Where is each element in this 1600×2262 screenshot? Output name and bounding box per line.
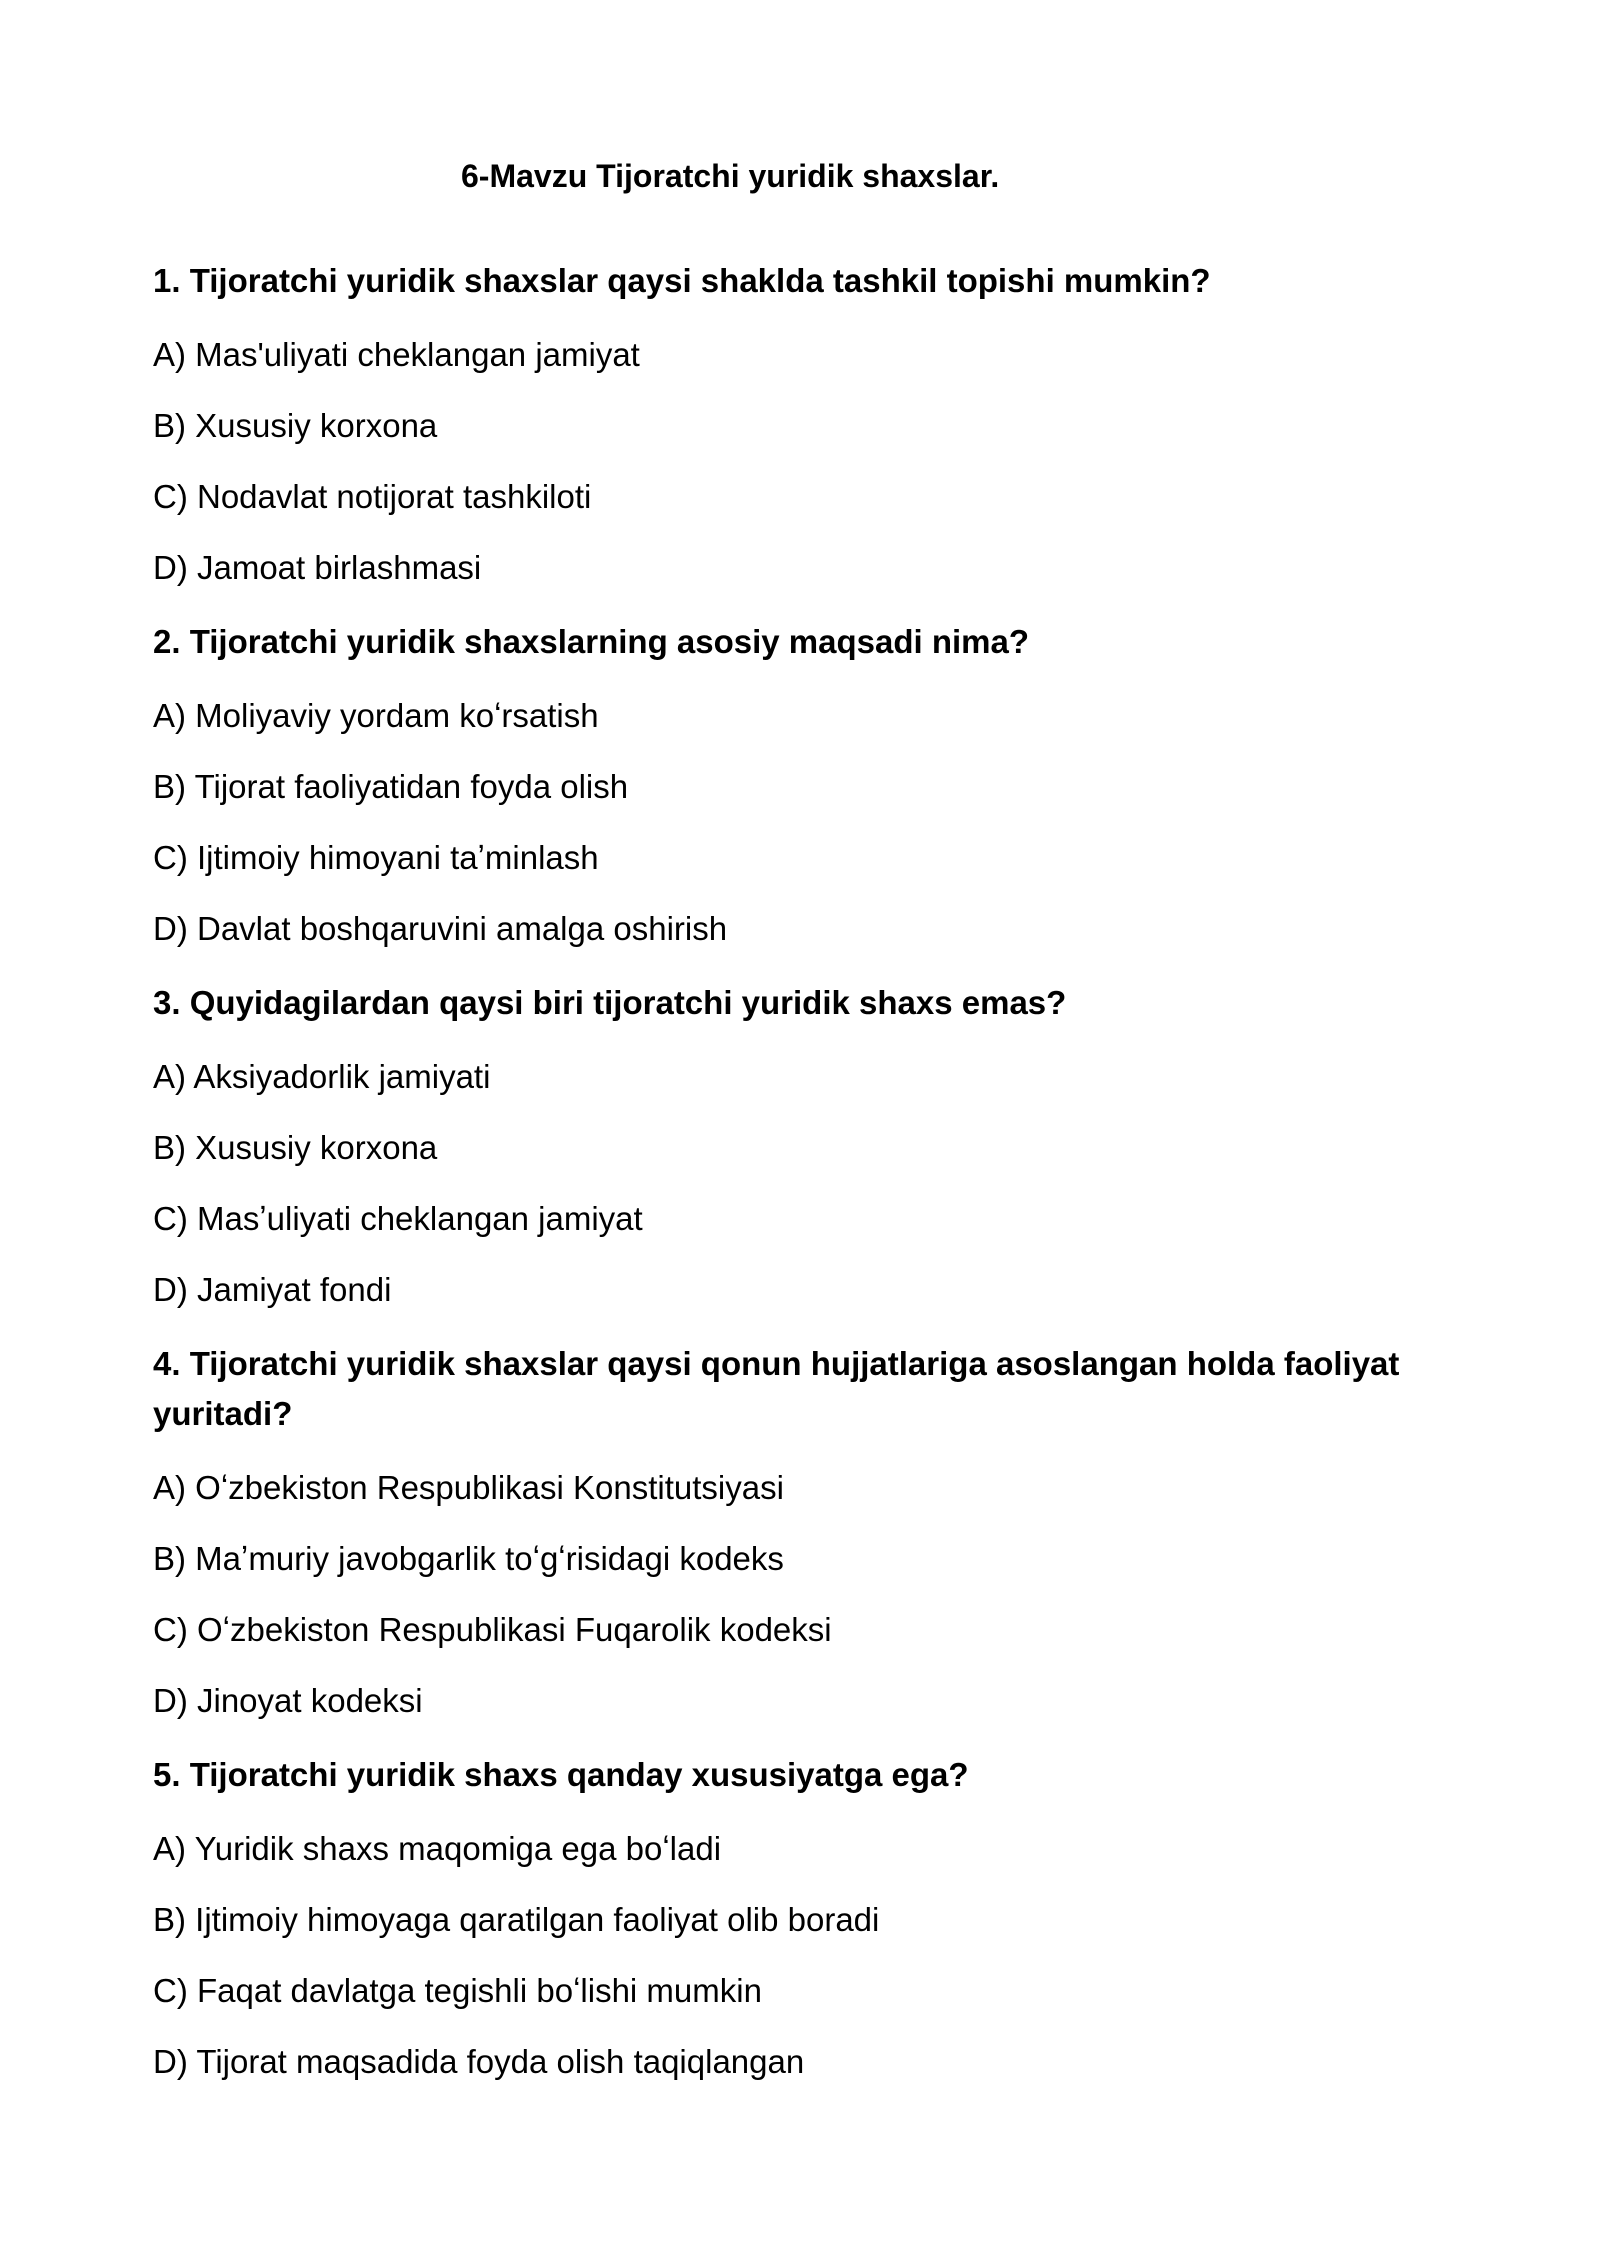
answer-options <box>153 1827 1400 2084</box>
answer-option-b: B) Ijtimoiy himoyaga qaratilgan faoliyat olib boradi <box>153 1901 880 1938</box>
answer-option-a: A) Mas'uliyati cheklangan jamiyat <box>153 336 640 373</box>
answer-option-b: B) Xususiy korxona <box>153 407 438 444</box>
answer-option-a: A) Aksiyadorlik jamiyati <box>153 1058 491 1095</box>
question-3 <box>153 978 1400 1312</box>
answer-options <box>153 1466 1400 1723</box>
question-5 <box>153 1750 1400 2084</box>
answer-option-c: C) Faqat davlatga tegishli boʻlishi mumkin <box>153 1972 762 2009</box>
answer-option-d: D) Jinoyat kodeksi <box>153 1682 423 1719</box>
answer-option-d: D) Jamoat birlashmasi <box>153 549 482 586</box>
answer-options <box>153 694 1400 951</box>
question-text: 5. Tijoratchi yuridik shaxs qanday xususiyatga ega? <box>153 1756 969 1793</box>
answer-option-c: C) Nodavlat notijorat tashkiloti <box>153 478 592 515</box>
question-4 <box>153 1339 1400 1723</box>
question-2 <box>153 617 1400 951</box>
answer-option-b: B) Maʼmuriy javobgarlik toʻgʻrisidagi kodeks <box>153 1540 784 1577</box>
answer-options <box>153 1055 1400 1312</box>
answer-option-d: D) Tijorat maqsadida foyda olish taqiqlangan <box>153 2043 805 2080</box>
answer-option-c: C) Oʻzbekiston Respublikasi Fuqarolik kodeksi <box>153 1611 832 1648</box>
answer-option-a: A) Yuridik shaxs maqomiga ega boʻladi <box>153 1830 722 1867</box>
document-title: 6-Mavzu Tijoratchi yuridik shaxslar. <box>461 158 1000 194</box>
answer-option-b: B) Xususiy korxona <box>153 1129 438 1166</box>
answer-option-b: B) Tijorat faoliyatidan foyda olish <box>153 768 629 805</box>
answer-option-a: A) Oʻzbekiston Respublikasi Konstitutsiyasi <box>153 1469 784 1506</box>
answer-option-a: A) Moliyaviy yordam koʻrsatish <box>153 697 599 734</box>
question-1 <box>153 256 1400 590</box>
question-text: 3. Quyidagilardan qaysi biri tijoratchi yuridik shaxs emas? <box>153 984 1067 1021</box>
answer-option-d: D) Davlat boshqaruvini amalga oshirish <box>153 910 728 947</box>
question-text: 4. Tijoratchi yuridik shaxslar qaysi qonun hujjatlariga asoslangan holda faoliyat yuritadi? <box>153 1345 1400 1432</box>
question-text: 2. Tijoratchi yuridik shaxslarning asosiy maqsadi nima? <box>153 623 1030 660</box>
answer-option-c: C) Masʼuliyati cheklangan jamiyat <box>153 1200 643 1237</box>
answer-option-d: D) Jamiyat fondi <box>153 1271 392 1308</box>
answer-options <box>153 333 1400 590</box>
answer-option-c: C) Ijtimoiy himoyani taʼminlash <box>153 839 599 876</box>
question-text: 1. Tijoratchi yuridik shaxslar qaysi shaklda tashkil topishi mumkin? <box>153 262 1211 299</box>
